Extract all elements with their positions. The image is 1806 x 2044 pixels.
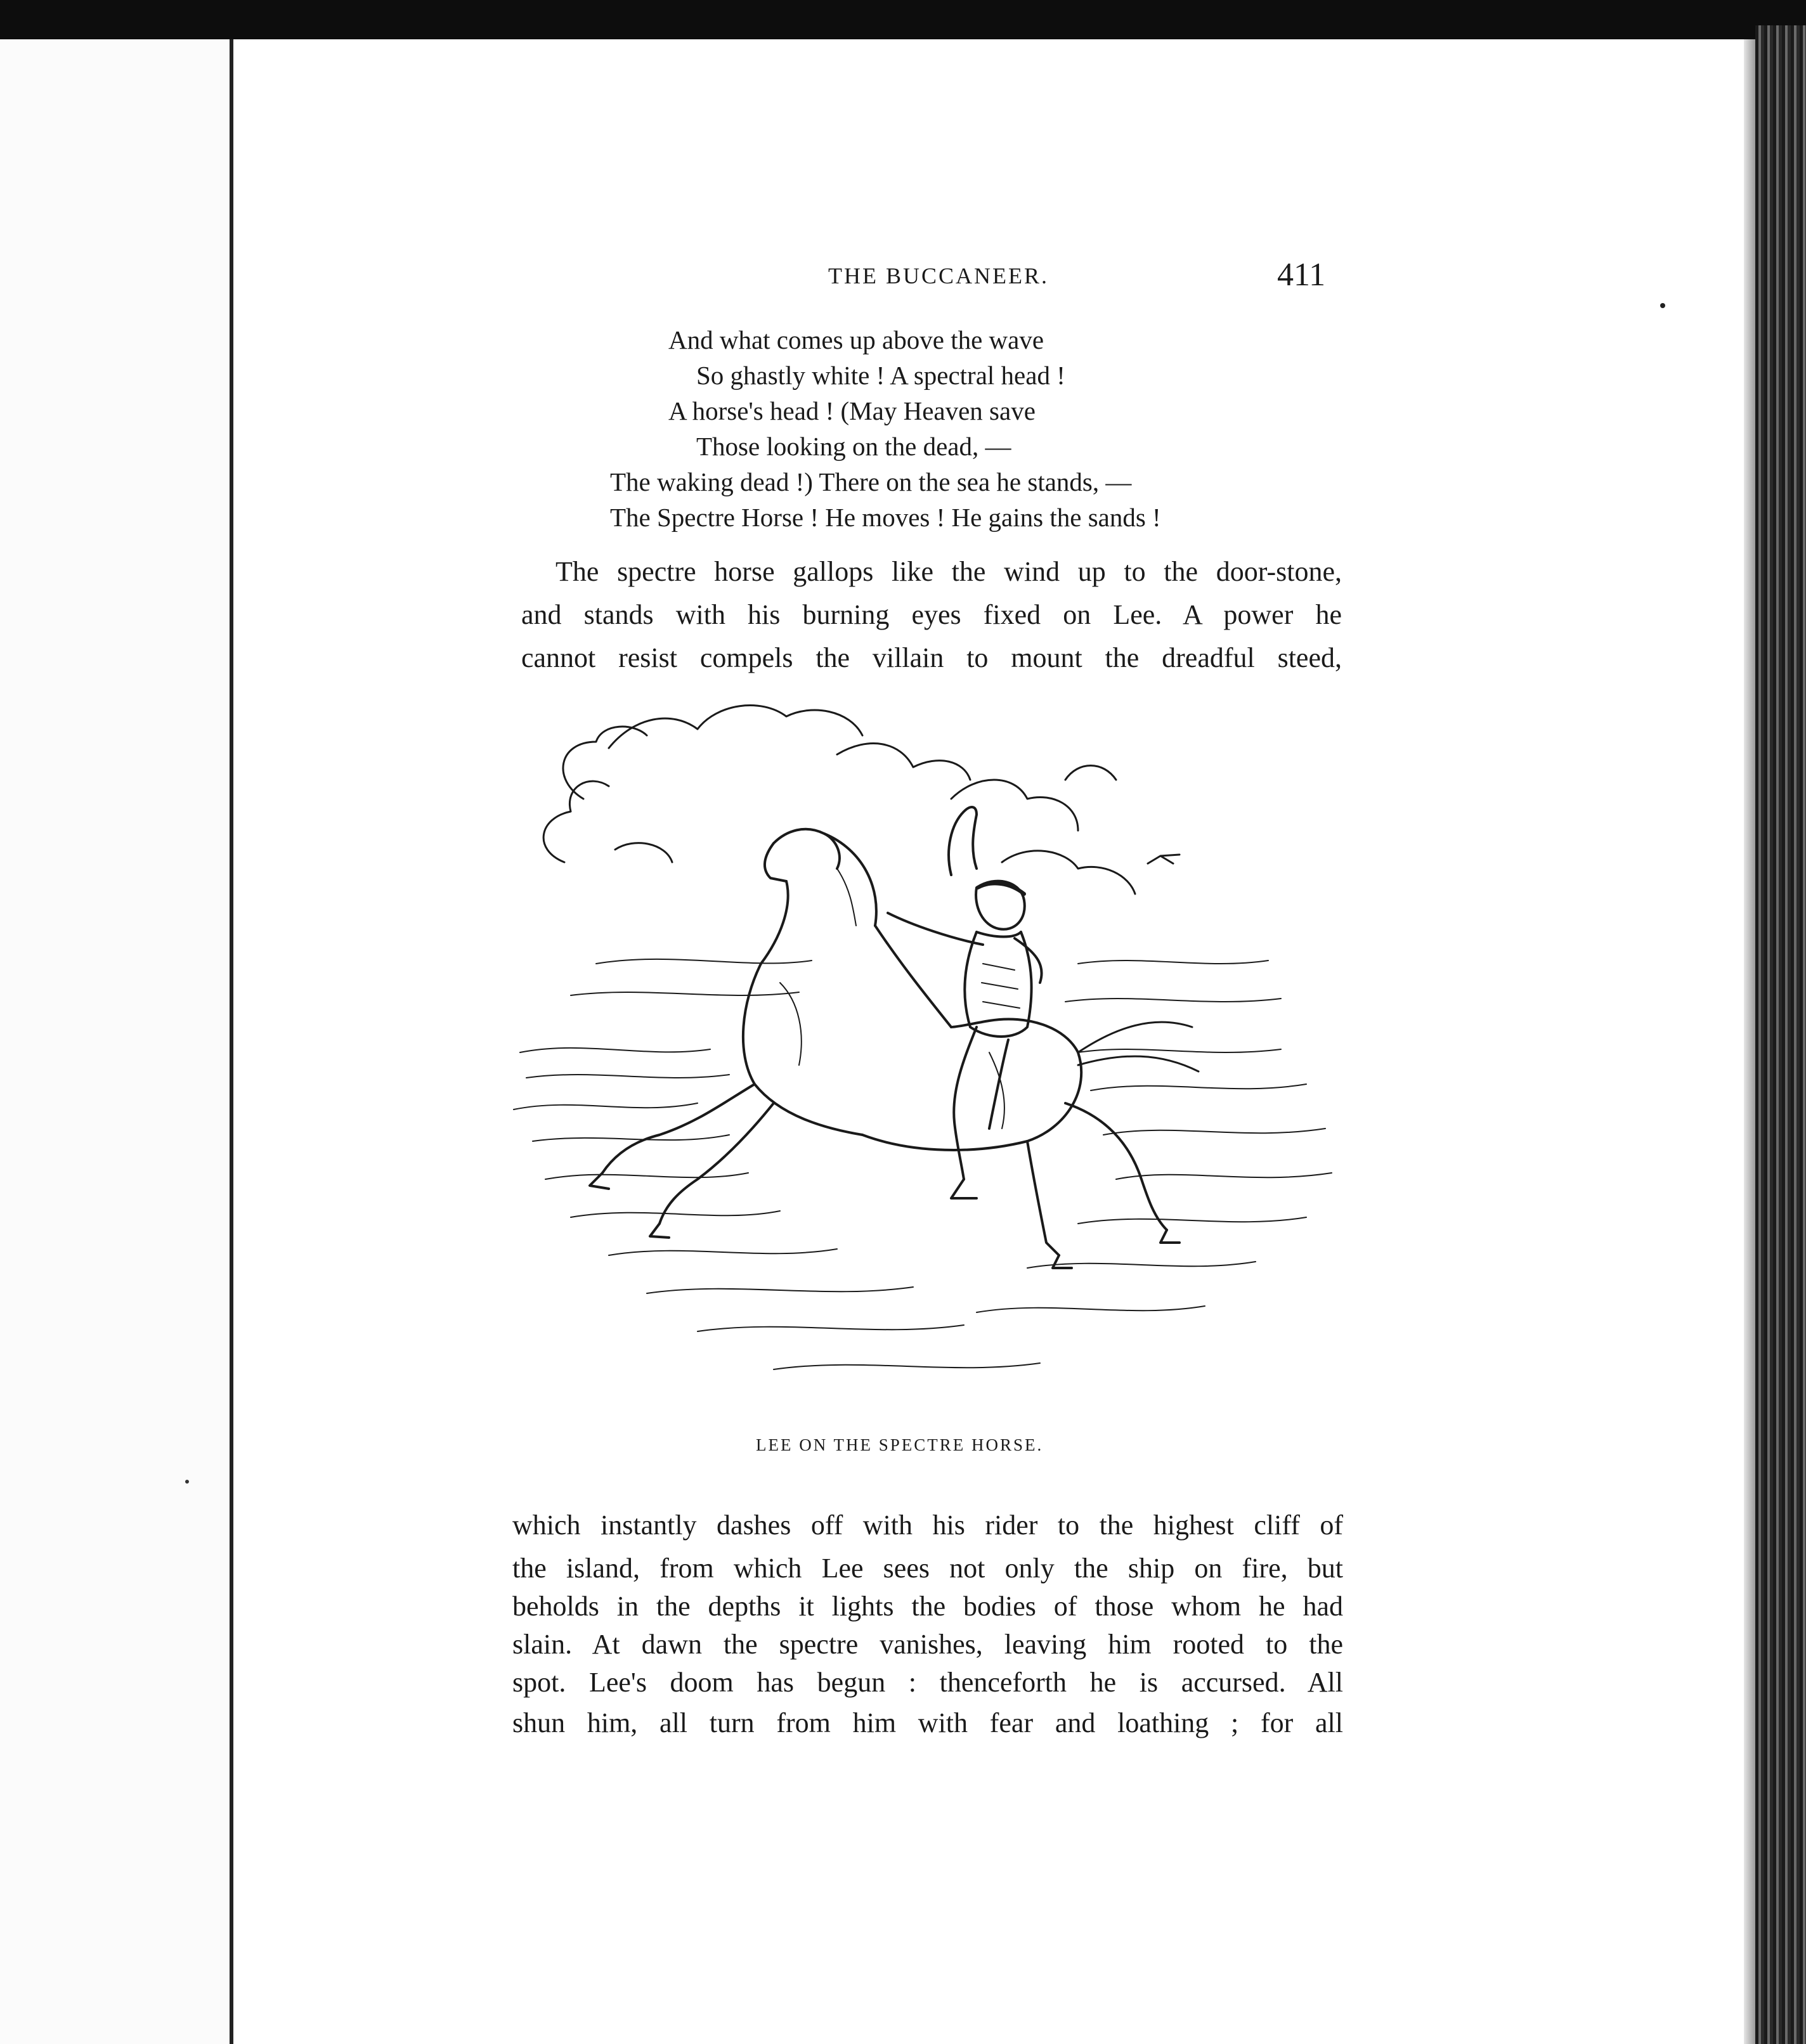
- verse-line: Those looking on the dead, —: [696, 432, 1011, 461]
- spectre-horse-engraving: [507, 697, 1357, 1407]
- horse: [590, 829, 1199, 1268]
- page-number: 411: [1277, 257, 1326, 293]
- prose-line: spot. Lee's doom has begun : thenceforth he is accursed. All: [512, 1667, 1343, 1698]
- prose-line: shun him, all turn from him with fear and loathing ; for all: [512, 1707, 1343, 1738]
- illustration-caption: LEE ON THE SPECTRE HORSE.: [756, 1435, 1044, 1454]
- prose-line: slain. At dawn the spectre vanishes, leaving him rooted to the: [512, 1629, 1343, 1660]
- scan-border-top: [0, 0, 1806, 39]
- verse-line: And what comes up above the wave: [668, 325, 1044, 354]
- prose-line: and stands with his burning eyes fixed on Lee. A power he: [521, 599, 1342, 630]
- prose-line: cannot resist compels the villain to mount the dreadful steed,: [521, 642, 1342, 673]
- page-edge-shadow: [1744, 39, 1755, 2044]
- verse-line: So ghastly white ! A spectral head !: [696, 361, 1065, 390]
- page-edges-stack: [1755, 25, 1806, 2044]
- sea-hatching: [514, 959, 1332, 1369]
- prose-line: which instantly dashes off with his rider to the highest cliff of: [512, 1510, 1343, 1541]
- running-head: THE BUCCANEER.: [828, 263, 1049, 288]
- prose-line: The spectre horse gallops like the wind up to the door-stone,: [555, 556, 1342, 587]
- prose-line: beholds in the depths it lights the bodies of those whom he had: [512, 1591, 1343, 1622]
- verse-line: The waking dead !) There on the sea he stands, —: [610, 467, 1132, 496]
- facing-page-left: [0, 39, 230, 2044]
- rider: [888, 807, 1042, 1198]
- verse-line: A horse's head ! (May Heaven save: [668, 396, 1036, 425]
- bird: [1148, 855, 1179, 864]
- verse-line: The Spectre Horse ! He moves ! He gains the sands !: [610, 503, 1161, 532]
- scan-speck: [185, 1480, 189, 1484]
- prose-line: the island, from which Lee sees not only the ship on fire, but: [512, 1553, 1343, 1584]
- scan-speck: [1660, 303, 1665, 308]
